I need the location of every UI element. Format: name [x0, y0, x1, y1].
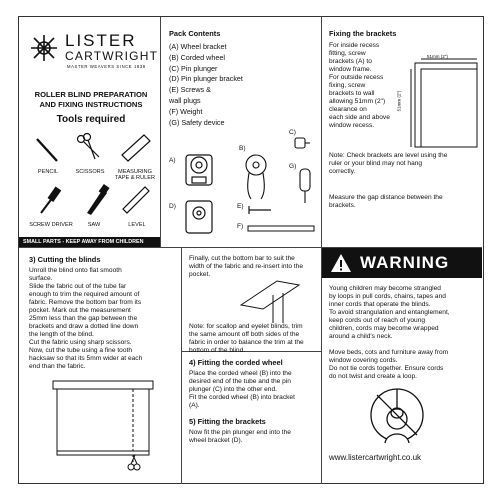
warning-line: Young children may become strangled [329, 285, 441, 292]
fig-label-a: A) [169, 157, 176, 164]
cutting-line: the length of the blind. [29, 331, 94, 338]
warning-line: keep cords out of reach of young [329, 317, 426, 324]
fig-label-e: E) [237, 203, 244, 210]
fig-label-d: D) [169, 203, 176, 210]
pack-item: (D) Pin plunger bracket [169, 74, 243, 84]
ruler-icon [118, 133, 154, 163]
cutting-line: surface. [29, 275, 53, 282]
pin-plunger-icon [291, 135, 311, 151]
cutting-line: enough to trim the required amount of [29, 291, 140, 298]
logo-tagline: MASTER WEAVERS SINCE 1838 [67, 64, 146, 69]
column-divider [160, 17, 161, 247]
warning-line: children, cords may become wrapped [329, 325, 439, 332]
fixing-line: fitting, screw [329, 50, 366, 57]
bottom-bar-line: width of the fabric and re-insert into the [189, 263, 303, 270]
fixing-line: fixing, screw [329, 82, 366, 89]
pack-item: (C) Pin plunger [169, 63, 218, 73]
tool-label-pencil: PENCIL [37, 169, 59, 175]
warning-line: around a child's neck. [329, 333, 393, 340]
cutting-line: end than the fabric. [29, 363, 86, 370]
fixing-line: clearance on [329, 106, 367, 113]
dim-vertical: 51mm (2") [396, 90, 402, 112]
step5-line: Now fit the pin plunger end into the [189, 429, 291, 436]
warning-title: WARNING [360, 253, 450, 272]
level-icon [119, 183, 155, 217]
fixing-title: Fixing the brackets [329, 29, 397, 38]
warning-line: do not twist and create a loop. [329, 373, 417, 380]
step4-line: Place the corded wheel (B) into the [189, 370, 292, 377]
bottom-bar-line: Finally, cut the bottom bar to suit the [189, 255, 295, 262]
step5-line: wheel bracket (D). [189, 437, 243, 444]
website-url[interactable]: www.listercartwright.co.uk [329, 453, 422, 462]
fixing-line: For outside recess [329, 74, 384, 81]
fixing-note-line: Note: Check brackets are level using the [329, 152, 448, 159]
bottom-bar-diagram [237, 275, 307, 327]
fixing-line: For inside recess [329, 42, 380, 49]
fixing-line: window frame. [329, 66, 372, 73]
pack-item: wall plugs [169, 95, 201, 105]
cutting-line: Unroll the blind onto flat smooth [29, 267, 122, 274]
safety-device-icon [295, 165, 317, 205]
corded-wheel-icon [241, 153, 271, 201]
step4-line: plunger (C) into the other end. [189, 386, 277, 393]
bottom-bar-note: bottom of the blind. [189, 347, 246, 354]
warning-line: Move beds, cots and furniture away from [329, 349, 449, 356]
step4-line: Fit the corded wheel (B) into bracket [189, 394, 295, 401]
pencil-icon [33, 135, 63, 165]
cutting-line: brackets and draw a dotted line down [29, 323, 139, 330]
warning-banner [322, 248, 482, 278]
intro-title-line1: ROLLER BLIND PREPARATION [34, 90, 148, 99]
saw-icon [81, 183, 111, 217]
tool-label-saw: SAW [87, 222, 101, 228]
dim-horizontal: 51mm (2") [427, 54, 448, 59]
fixing-line: each side and above [329, 114, 390, 121]
child-cord-hazard-icon [367, 385, 427, 445]
column-divider [181, 247, 182, 484]
warning-line: by loops in pull cords, chains, tapes and [329, 293, 446, 300]
warning-line: inner cords that operate the blinds. [329, 301, 431, 308]
measure-line: brackets. [329, 202, 356, 209]
fig-label-c: C) [289, 129, 296, 136]
warning-triangle-icon [330, 253, 352, 273]
logo-emblem-icon [29, 33, 59, 63]
cutting-line: Slide the fabric out of the tube far [29, 283, 127, 290]
cutting-line: hacksaw so that its 5mm wider at each [29, 355, 143, 362]
fixing-line: window recess. [329, 122, 375, 129]
fixing-note-line: ruler or your blind may not hang [329, 160, 423, 167]
bottom-bar-note: the same amount off both sides of the [189, 331, 300, 338]
blind-cutting-diagram [47, 377, 167, 477]
cutting-line: pocket. Mark out the measurement [29, 307, 131, 314]
tool-label-measuring: MEASURING TAPE & RULER [115, 169, 155, 181]
fixing-line: brackets (A) to [329, 58, 372, 65]
pack-item: (F) Weight [169, 106, 203, 116]
screwdriver-icon [37, 183, 67, 217]
tools-title: Tools required [56, 114, 126, 125]
screw-icon [247, 205, 275, 215]
instruction-sheet [18, 16, 484, 484]
small-parts-banner: SMALL PARTS - KEEP AWAY FROM CHILDREN [19, 237, 160, 247]
tool-label-scissors: SCISSORS [75, 169, 105, 175]
cutting-title: 3) Cutting the blinds [29, 255, 101, 264]
fig-label-g: G) [289, 163, 297, 170]
fixing-note-line: correctly. [329, 168, 356, 175]
cutting-line: fabric. Remove the bottom bar from its [29, 299, 142, 306]
column-divider [321, 17, 322, 247]
fig-label-b: B) [239, 145, 246, 152]
fixing-line: brackets to wall [329, 90, 375, 97]
warning-line: To avoid strangulation and entanglement, [329, 309, 450, 316]
warning-line: window covering cords. [329, 357, 398, 364]
cutting-line: Now, cut the tube using a fine tooth [29, 347, 133, 354]
pack-title: Pack Contents [169, 29, 221, 38]
weight-bar-icon [247, 225, 317, 233]
pack-list [169, 42, 279, 128]
bottom-bar-note: fabric in order to balance the trim at the [189, 339, 304, 346]
pack-item: (B) Corded wheel [169, 52, 225, 62]
fixing-line: allowing 51mm (2") [329, 98, 386, 105]
wheel-bracket-icon [182, 147, 218, 189]
window-frame-diagram [401, 53, 481, 149]
bottom-bar-note: Note: for scallop and eyelet blinds, trim [189, 323, 303, 330]
bottom-bar-line: pocket. [189, 271, 211, 278]
measure-line: Measure the gap distance between the [329, 194, 443, 201]
scissors-icon [75, 133, 105, 163]
tool-label-level: LEVEL [128, 222, 146, 228]
logo-sub: CARTWRIGHT [65, 49, 159, 63]
pack-item: (G) Safety device [169, 117, 225, 127]
warning-line: Do not tie cords together. Ensure cords [329, 365, 444, 372]
intro-title-line2: AND FIXING INSTRUCTIONS [39, 100, 143, 109]
pack-item: (A) Wheel bracket [169, 42, 227, 51]
pack-item: (E) Screws & [169, 85, 211, 95]
column-divider [321, 247, 322, 484]
cutting-line: 25mm less than the gap between the [29, 315, 138, 322]
step5-title: 5) Fitting the brackets [189, 417, 266, 426]
step4-title: 4) Fitting the corded wheel [189, 358, 283, 367]
step4-line: desired end of the tube and the pin [189, 378, 291, 385]
pin-plunger-bracket-icon [182, 197, 218, 239]
cutting-line: Cut the fabric using sharp scissors. [29, 339, 132, 346]
step4-line: (A). [189, 402, 200, 409]
tool-label-screwdriver: SCREW DRIVER [29, 222, 73, 228]
logo-name: LISTER [65, 31, 137, 50]
fig-label-f: F) [237, 223, 244, 230]
